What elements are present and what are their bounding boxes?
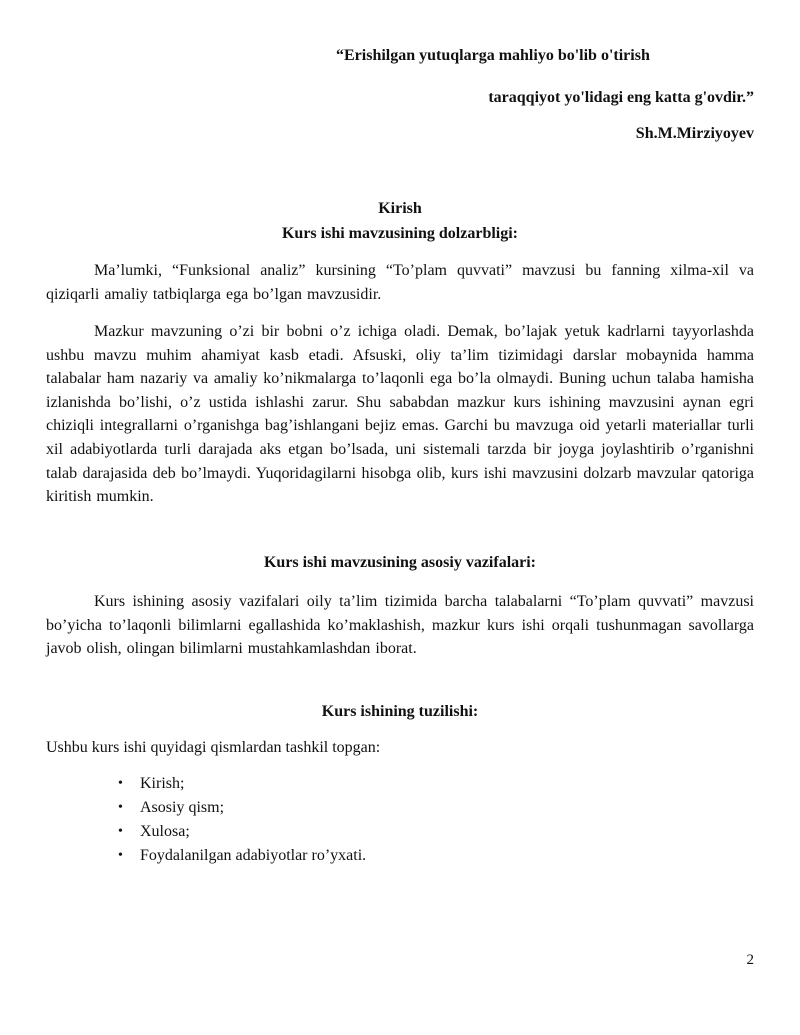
list-item [118,820,366,844]
epigraph-line-1: “Erishilgan yutuqlarga mahliyo bo'lib o'tirish [336,47,650,64]
page-number: 2 [746,952,754,968]
heading-tuzilishi: Kurs ishining tuzilishi: [321,703,479,720]
epigraph-line-2: taraqqiyot yo'lidagi eng katta g'ovdir.” [488,89,754,106]
epigraph-author: Sh.M.Mirziyoyev [635,125,754,142]
structure-list [118,772,366,868]
bullet-icon: • [118,824,123,839]
structure-intro: Ushbu kurs ishi quyidagi qismlardan tashkil topgan: [46,739,381,756]
heading-vazifalari: Kurs ishi mavzusining asosiy vazifalari: [263,554,537,571]
bullet-icon: • [118,800,123,815]
bullet-icon: • [118,776,123,791]
paragraph-1: Ma’lumki, “Funksional analiz” kursining “To’plam quvvati” mavzusi bu fanning xilma-xil va qiziqarli amaliy tatbiqlarga ega bo’lgan mavzusidir. [46,262,754,303]
list-item-text: Asosiy qism; [140,799,225,816]
heading-dolzarbligi: Kurs ishi mavzusining dolzarbligi: [281,225,519,242]
list-item-text: Foydalanilgan adabiyotlar ro’yxati. [140,847,367,864]
list-item [118,796,366,820]
paragraph-3: Kurs ishining asosiy vazifalari oily ta’lim tizimida barcha talabalarni “To’plam quvvati” mavzusi bo’yicha to’laqonli bilimlarni egallashida ko’maklashish, mazkur kurs ishi orqali tushunmagan savollarga javob olish, olingan bilimlarni mustahkamlashdan iborat. [46,593,754,658]
list-item-text: Kirish; [140,775,185,792]
section-title: Kirish [378,200,422,217]
bullet-icon: • [118,848,123,863]
list-item-text: Xulosa; [140,823,190,840]
list-item [118,844,366,868]
paragraph-2: Mazkur mavzuning o’zi bir bobni o’z ichiga oladi. Demak, bo’lajak yetuk kadrlarni tayyorlashda ushbu mavzu muhim ahamiyat kasb etadi. Afsuski, oliy ta’lim tizimidagi darslar mobaynida hamma talabalar ham nazariy va amaliy ko’nikmalarga to’laqonli ega bo’la olmaydi. Buning uchun talaba hamisha izlanishda bo’lishi, o’z ustida ishlashi zarur. Shu sababdan mazkur kurs ishining mavzusini aynan egri chiziqli integrallarni o’rganishga bag’ishlangani bejiz emas. Garchi bu mavzuga oid yetarli materiallar turli xil adabiyotlarda turli darajada aks etgan bo’lsada, uni sistemali tarzda bir joyga joylashtirib o’rganishni talab darajasida deb bo’lmaydi. Yuqoridagilarni hisobga olib, kurs ishi mavzusini dolzarb mavzular qatoriga kiritish mumkin. [46,323,754,506]
list-item [118,772,366,796]
epigraph [334,44,754,146]
